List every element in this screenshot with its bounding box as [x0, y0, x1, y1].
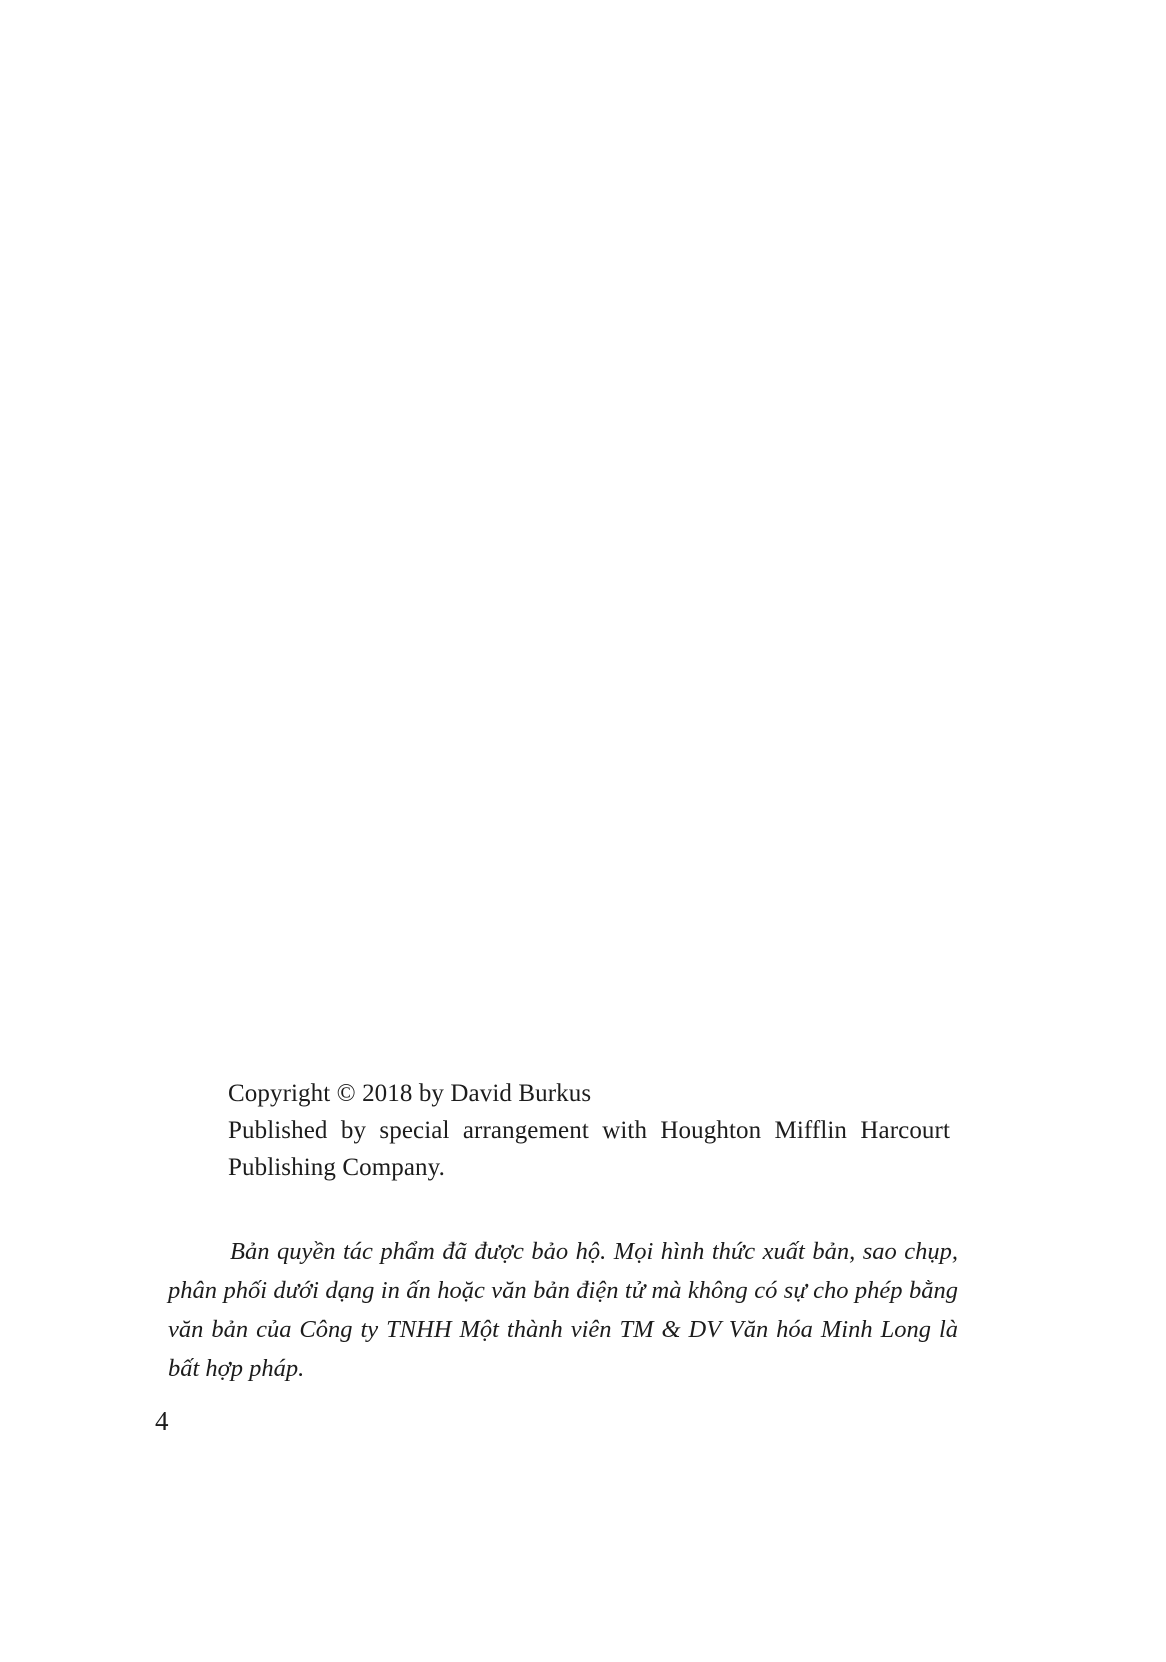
publisher-arrangement-line: Published by special arrangement with Houghton Mifflin Harcourt Publishing Company. — [228, 1117, 950, 1181]
copyright-notice-line: Copyright © 2018 by David Burkus — [228, 1080, 592, 1107]
rights-notice-paragraph: Bản quyền tác phẩm đã được bảo hộ. Mọi hình thức xuất bản, sao chụp, phân phối dưới dạng in ấn hoặc văn bản điện tử mà không có sự cho phép bằng văn bản của Công ty TNHH Một thành viên TM & DV Văn hóa Minh Long là bất hợp pháp. — [168, 1238, 958, 1382]
rights-notice-block — [168, 1232, 958, 1388]
copyright-block — [228, 1075, 950, 1186]
page-number: 4 — [155, 1406, 169, 1436]
